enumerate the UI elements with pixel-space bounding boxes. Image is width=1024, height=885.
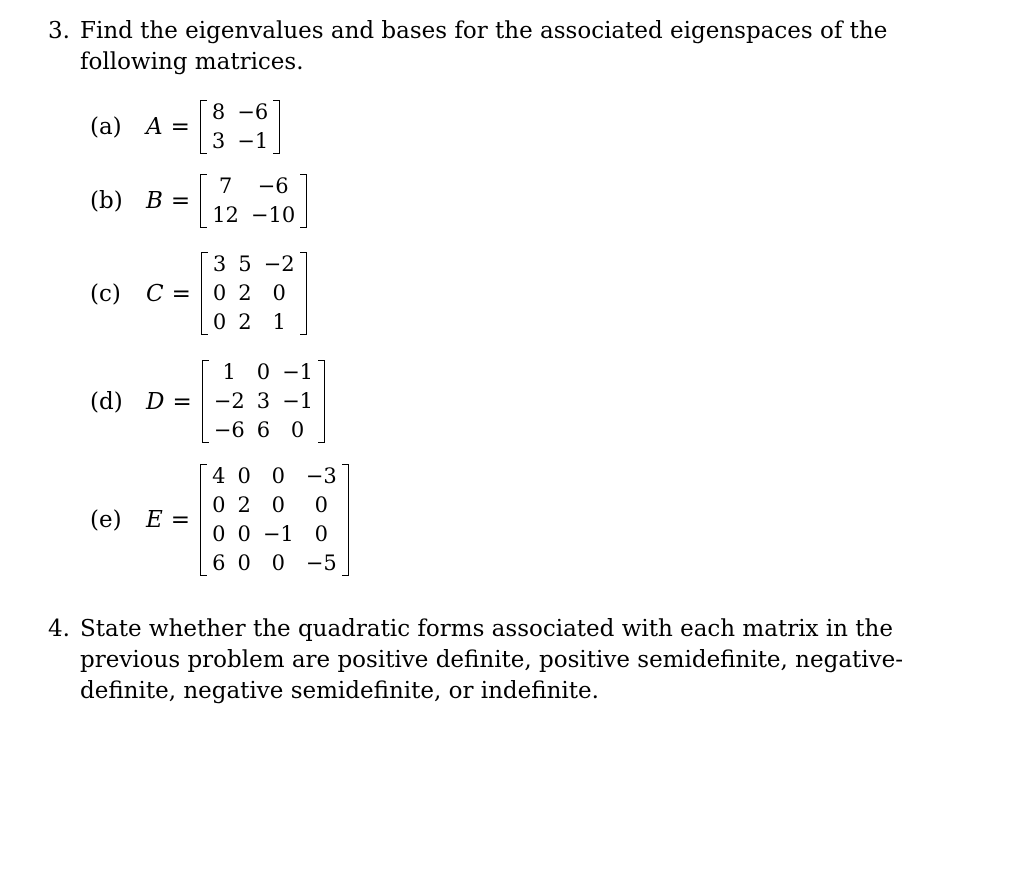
matrix-variable: A bbox=[146, 114, 163, 140]
matrix-entry: 0 bbox=[237, 551, 251, 575]
matrix-entry: 0 bbox=[290, 418, 305, 442]
problem-4 bbox=[48, 614, 960, 707]
equals-sign: = bbox=[170, 188, 191, 214]
matrix-row bbox=[208, 416, 319, 445]
matrix-entry: −1 bbox=[282, 360, 314, 384]
part-a bbox=[90, 98, 280, 156]
matrix-entry: 0 bbox=[272, 281, 286, 305]
matrix-row bbox=[207, 250, 301, 279]
matrix-entry: −2 bbox=[213, 389, 245, 413]
matrix-entry: 7 bbox=[218, 174, 233, 198]
matrix-entry: −6 bbox=[257, 174, 289, 198]
matrix-entry: 0 bbox=[237, 464, 251, 488]
equals-sign: = bbox=[170, 114, 190, 140]
matrix-entry: −3 bbox=[305, 464, 337, 488]
matrix-entry: 2 bbox=[237, 493, 251, 517]
matrix-entry: 0 bbox=[212, 493, 226, 517]
problem-text: Find the eigenvalues and bases for the associated eigenspaces of the following matrices. bbox=[80, 18, 888, 75]
matrix-entry: 0 bbox=[212, 310, 227, 334]
matrix-row bbox=[206, 520, 343, 549]
matrix-row bbox=[206, 201, 301, 230]
matrix-entry: −10 bbox=[250, 203, 296, 227]
matrix-row bbox=[206, 462, 343, 491]
matrix-entry: 0 bbox=[237, 522, 251, 546]
matrix-entry: 0 bbox=[256, 360, 271, 384]
matrix bbox=[200, 172, 307, 230]
matrix bbox=[201, 250, 307, 337]
matrix-entry: 1 bbox=[222, 360, 236, 384]
matrix-row bbox=[207, 279, 301, 308]
matrix-variable: E bbox=[146, 507, 163, 533]
matrix-row bbox=[207, 308, 301, 337]
equals-sign: = bbox=[172, 388, 192, 415]
matrix bbox=[202, 358, 325, 445]
matrix bbox=[200, 462, 349, 578]
matrix-entry: 1 bbox=[272, 310, 286, 334]
problem-text: State whether the quadratic forms associated with each matrix in the previous problem are positive definite, positive semidefinite, negative-definite, negative semidefinite, or indefinite. bbox=[80, 616, 904, 704]
part-label: (e) bbox=[90, 507, 122, 533]
part-label: (b) bbox=[90, 188, 123, 214]
matrix-entry: 4 bbox=[212, 464, 226, 488]
problem-number: 4. bbox=[48, 616, 70, 642]
part-label: (a) bbox=[90, 114, 122, 140]
equals-sign: = bbox=[170, 507, 191, 533]
part-d bbox=[90, 358, 325, 445]
matrix-row bbox=[206, 549, 343, 578]
matrix-entry: 0 bbox=[271, 551, 285, 575]
part-label: (d) bbox=[90, 388, 123, 415]
matrix-entry: 2 bbox=[238, 281, 252, 305]
matrix-row bbox=[206, 491, 343, 520]
matrix-entry: −1 bbox=[237, 129, 269, 153]
matrix-entry: 3 bbox=[211, 129, 226, 153]
matrix-row bbox=[208, 358, 319, 387]
matrix-entry: 3 bbox=[212, 252, 227, 276]
matrix-row bbox=[206, 98, 274, 127]
matrix-entry: −1 bbox=[282, 389, 314, 413]
matrix-row bbox=[206, 172, 301, 201]
part-c bbox=[90, 250, 307, 337]
matrix-entry: 0 bbox=[314, 522, 328, 546]
matrix-row bbox=[206, 127, 274, 156]
matrix bbox=[200, 98, 280, 156]
matrix-entry: 12 bbox=[212, 203, 239, 227]
matrix-entry: 6 bbox=[256, 418, 271, 442]
matrix-entry: 2 bbox=[238, 310, 252, 334]
problem-number: 3. bbox=[48, 18, 70, 44]
part-e bbox=[90, 462, 349, 578]
matrix-variable: D bbox=[146, 388, 165, 415]
problem-3 bbox=[48, 16, 960, 78]
part-label: (c) bbox=[90, 280, 121, 307]
matrix-entry: −1 bbox=[262, 522, 294, 546]
matrix-variable: C bbox=[146, 280, 164, 307]
equals-sign: = bbox=[171, 280, 191, 307]
matrix-entry: 6 bbox=[212, 551, 226, 575]
matrix-entry: 3 bbox=[256, 389, 271, 413]
matrix-entry: 0 bbox=[314, 493, 328, 517]
matrix-entry: 0 bbox=[212, 522, 226, 546]
part-b bbox=[90, 172, 307, 230]
matrix-entry: −6 bbox=[213, 418, 245, 442]
matrix-row bbox=[208, 387, 319, 416]
matrix-entry: −6 bbox=[237, 100, 269, 124]
matrix-entry: −2 bbox=[263, 252, 295, 276]
matrix-variable: B bbox=[146, 188, 163, 214]
matrix-entry: 5 bbox=[238, 252, 252, 276]
matrix-entry: 0 bbox=[212, 281, 227, 305]
matrix-entry: 8 bbox=[211, 100, 226, 124]
matrix-entry: 0 bbox=[271, 493, 285, 517]
matrix-entry: −5 bbox=[305, 551, 337, 575]
matrix-entry: 0 bbox=[271, 464, 285, 488]
